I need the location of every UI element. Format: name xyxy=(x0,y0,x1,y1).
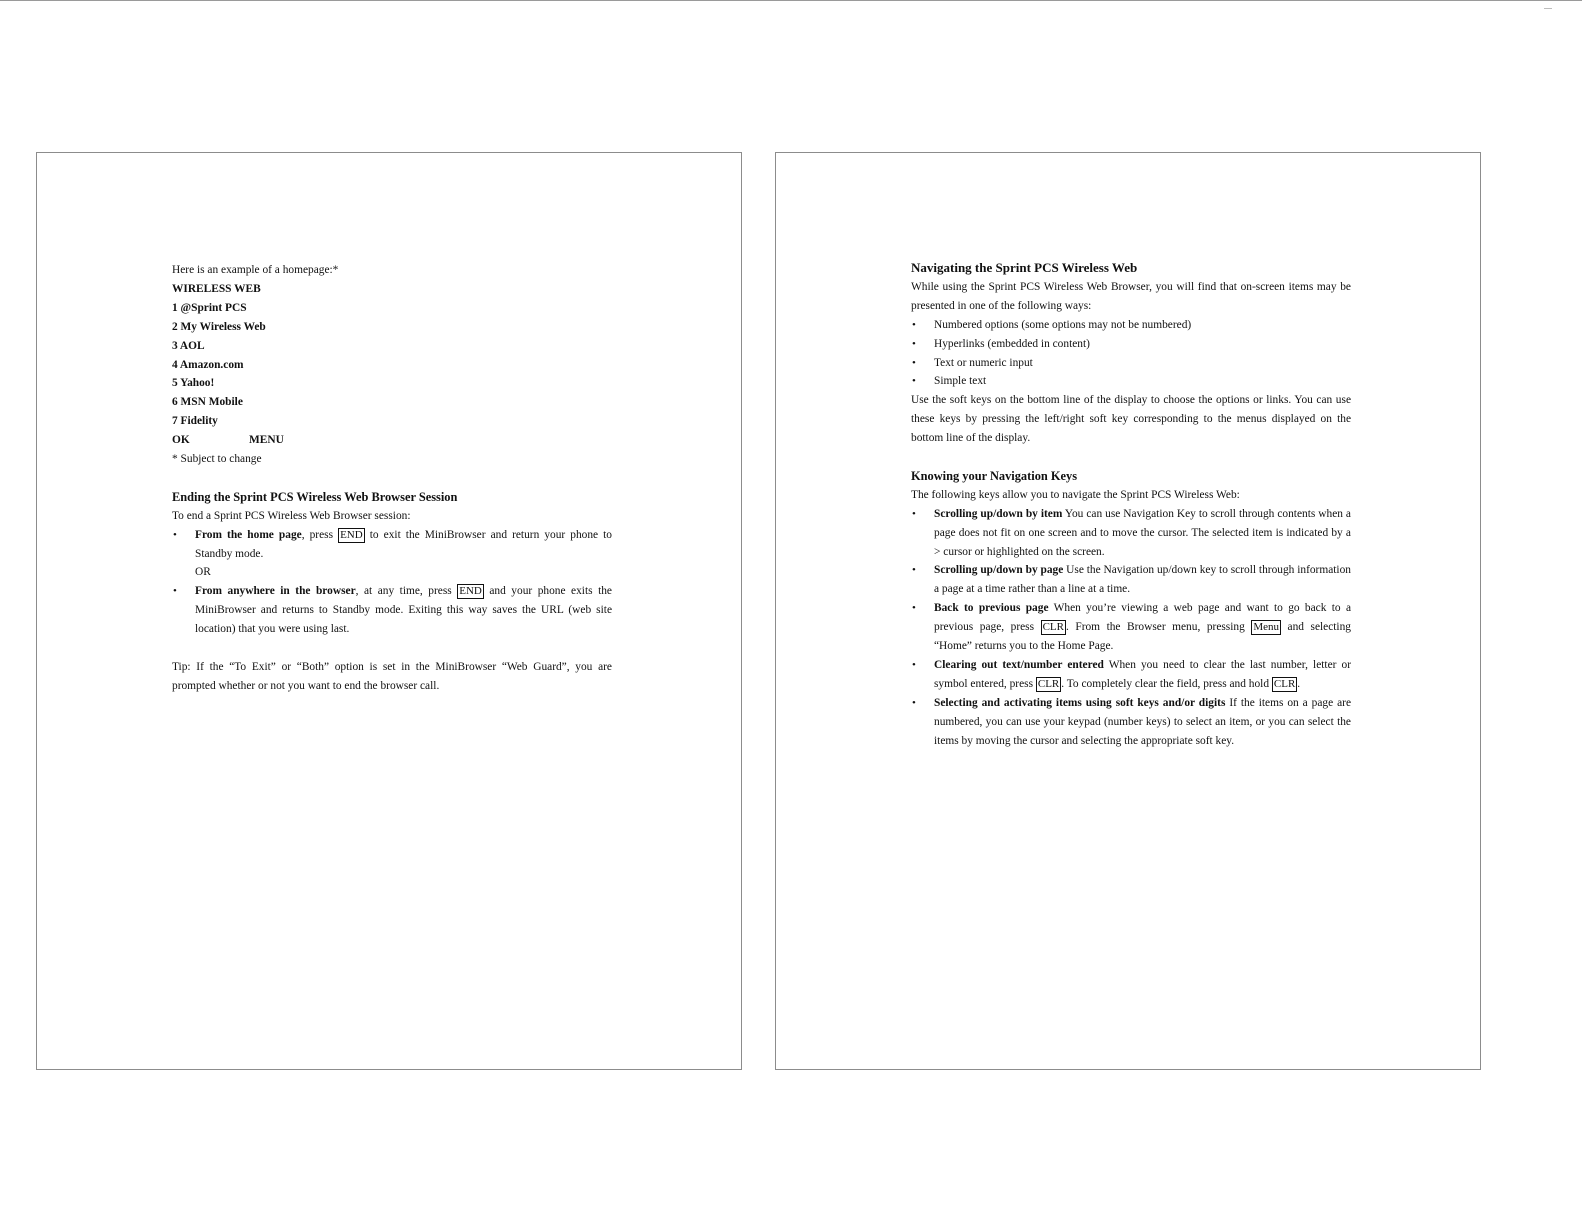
homepage-item: 3 AOL xyxy=(172,339,205,352)
nav-heading: Navigating the Sprint PCS Wireless Web xyxy=(911,260,1138,275)
left-page xyxy=(36,152,742,1070)
right-page xyxy=(775,152,1481,1070)
ending-bullets xyxy=(172,526,612,639)
homepage-item: 2 My Wireless Web xyxy=(172,320,266,333)
softkey-row xyxy=(172,431,612,450)
list-item: • From the home page, press END to exit the MiniBrowser and return your phone to Standby mode. OR xyxy=(172,526,612,583)
or-text: OR xyxy=(195,566,211,579)
homepage-title: WIRELESS WEB xyxy=(172,282,261,295)
top-rule xyxy=(0,0,1582,1)
softkey-ok: OK xyxy=(172,434,190,447)
right-page-content xyxy=(911,259,1351,751)
nav-intro: While using the Sprint PCS Wireless Web Browser, you will find that on-screen items may be presented in one of the following ways: xyxy=(911,280,1351,312)
homepage-intro: Here is an example of a homepage:* xyxy=(172,264,339,276)
list-item: • Simple text xyxy=(911,372,1351,391)
list-item: • From anywhere in the browser, at any time, press END and your phone exits the MiniBrowser and returns to Standby mode. Exiting this way saves the URL (web site location) that you were using last. xyxy=(172,582,612,639)
softkey-menu: MENU xyxy=(249,434,284,447)
keys-intro: The following keys allow you to navigate the Sprint PCS Wireless Web: xyxy=(911,488,1240,501)
corner-mark xyxy=(1544,8,1552,9)
list-item: • Numbered options (some options may not be numbered) xyxy=(911,316,1351,335)
homepage-item: 1 @Sprint PCS xyxy=(172,301,247,314)
list-item: • Scrolling up/down by page Use the Navigation up/down key to scroll through information a page at a time rather than a line at a time. xyxy=(911,561,1351,599)
clr-key: CLR xyxy=(1273,677,1296,690)
softkeys-paragraph: Use the soft keys on the bottom line of the display to choose the options or links. You can use these keys by pressing the left/right soft key corresponding to the menus displayed on the bottom line of the display. xyxy=(911,394,1351,445)
ending-intro: To end a Sprint PCS Wireless Web Browser session: xyxy=(172,509,411,522)
list-item: • Hyperlinks (embedded in content) xyxy=(911,335,1351,354)
homepage-item: 7 Fidelity xyxy=(172,415,218,428)
list-item: • Clearing out text/number entered When you need to clear the last number, letter or symbol entered, press CLR . To completely clear the field, press and hold CLR . xyxy=(911,656,1351,694)
clr-key: CLR xyxy=(1042,621,1064,634)
tip-paragraph: Tip: If the “To Exit” or “Both” option is set in the MiniBrowser “Web Guard”, you are prompted whether or not you want to end the browser call. xyxy=(172,661,612,692)
clr-key: CLR xyxy=(1037,677,1060,690)
list-item: • Text or numeric input xyxy=(911,354,1351,373)
list-item: • Selecting and activating items using soft keys and/or digits If the items on a page are numbered, you can use your keypad (number keys) to select an item, or you can select the items by moving the cursor and selecting the appropriate soft key. xyxy=(911,694,1351,751)
homepage-item: 6 MSN Mobile xyxy=(172,396,243,409)
homepage-item: 5 Yahoo! xyxy=(172,377,215,390)
list-item: • Back to previous page When you’re viewing a web page and want to go back to a previous page, press CLR . From the Browser menu, pressing Menu and selecting “Home” returns you to the Home Page. xyxy=(911,599,1351,656)
end-key: END xyxy=(340,528,363,541)
end-key: END xyxy=(459,585,482,598)
keys-heading: Knowing your Navigation Keys xyxy=(911,468,1078,483)
ways-list xyxy=(911,316,1351,392)
left-page-content xyxy=(172,261,612,696)
keys-list xyxy=(911,505,1351,751)
homepage-item: 4 Amazon.com xyxy=(172,358,244,371)
subject-note: * Subject to change xyxy=(172,453,262,466)
list-item: • Scrolling up/down by item You can use Navigation Key to scroll through contents when a page does not fit on one screen and to move the cursor. The selected item is indicated by a > cursor or highlighted on the screen. xyxy=(911,505,1351,562)
menu-key: Menu xyxy=(1253,621,1279,634)
ending-heading: Ending the Sprint PCS Wireless Web Browser Session xyxy=(172,489,458,504)
